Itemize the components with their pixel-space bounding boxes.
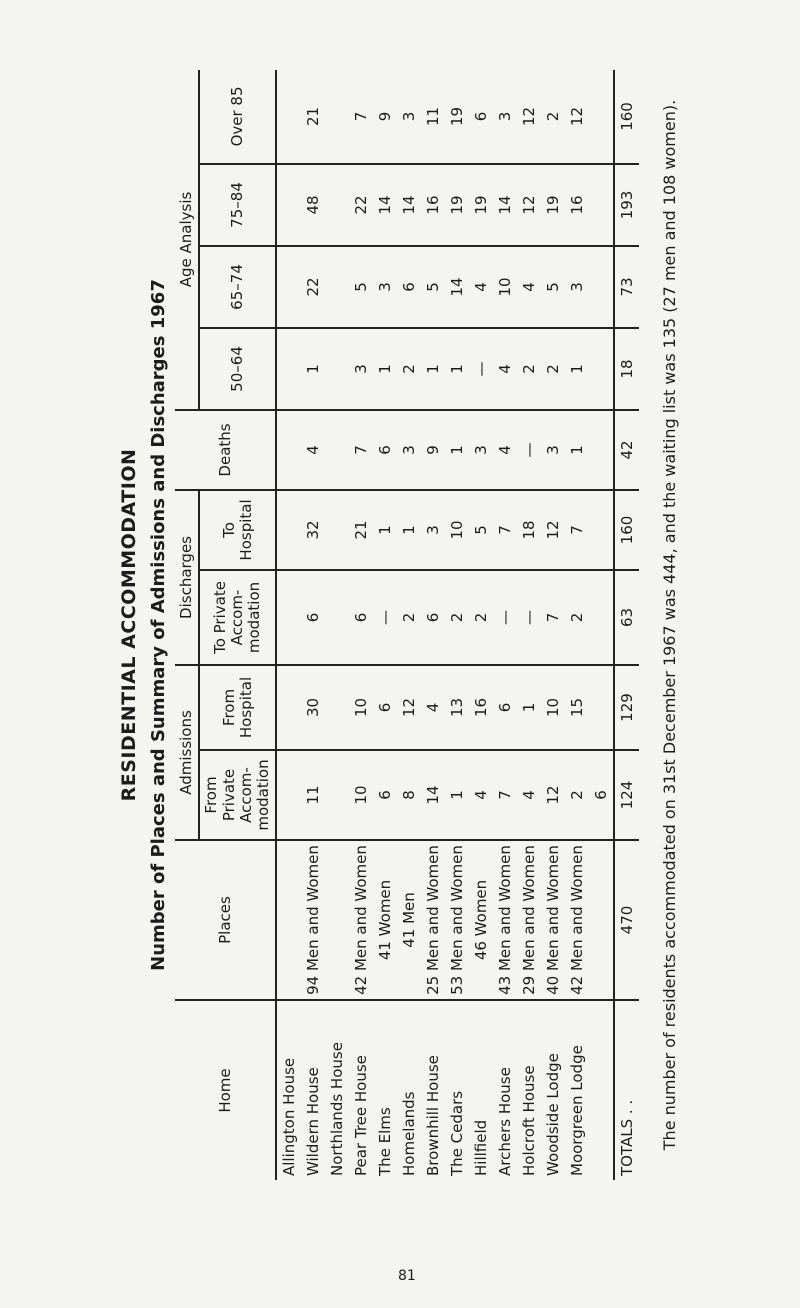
- cell-dis-private: —: [493, 570, 517, 665]
- cell-age-65: 14: [445, 246, 469, 328]
- cell-age-50: [589, 328, 614, 410]
- cell-home: Hillfield: [469, 1000, 493, 1180]
- cell-age-50: 1: [373, 328, 397, 410]
- header-adm-hospital: From Hospital: [199, 665, 276, 750]
- cell-age-85: 3: [400, 111, 419, 122]
- cell-deaths: [589, 410, 614, 490]
- cell-age-65: 5: [541, 246, 565, 328]
- table-body: [276, 70, 614, 1180]
- page-subtitle: Number of Places and Summary of Admissions and Discharges 1967: [148, 279, 169, 971]
- cell-adm-hospital: 16: [469, 665, 493, 750]
- totals-row: [614, 70, 639, 1180]
- table-row: [469, 70, 493, 1180]
- cell-adm-hospital: [276, 665, 301, 750]
- cell-dis-hospital: 18: [517, 490, 541, 570]
- cell-age-85: [589, 70, 614, 164]
- cell-age-65: 4: [517, 246, 541, 328]
- cell-age-85: 6: [472, 111, 491, 122]
- cell-age-85: 3: [496, 111, 515, 122]
- cell-age-75: 14: [493, 164, 517, 246]
- cell-adm-private: 6: [373, 750, 397, 840]
- cell-age-75: [325, 164, 349, 246]
- cell-age-50: 3: [349, 328, 373, 410]
- page-title: RESIDENTIAL ACCOMMODATION: [118, 448, 140, 802]
- cell-dis-hospital: [325, 490, 349, 570]
- cell-dis-hospital: 7: [493, 490, 517, 570]
- cell-age-65: [276, 246, 301, 328]
- cell-age-75: 12: [517, 164, 541, 246]
- header-dis-private: To Private Accom- modation: [199, 570, 276, 665]
- totals-label: TOTALS . .: [614, 1000, 639, 1180]
- cell-age-50: [325, 328, 349, 410]
- cell-places: 43 Men and Women: [493, 840, 517, 1000]
- cell-deaths: 9: [421, 410, 445, 490]
- table-row: [276, 70, 301, 1180]
- cell-adm-hospital: 10: [541, 665, 565, 750]
- cell-age-65: 22: [301, 246, 325, 328]
- cell-adm-private: 11: [301, 750, 325, 840]
- cell-age-75: 16: [421, 164, 445, 246]
- cell-dis-private: 2: [469, 570, 493, 665]
- header-deaths: Deaths: [175, 410, 276, 490]
- cell-adm-private: 6: [589, 750, 614, 840]
- cell-dis-hospital: 1: [397, 490, 421, 570]
- cell-home: Allington House: [276, 1000, 301, 1180]
- table-row: [517, 70, 541, 1180]
- header-home: Home: [175, 1000, 276, 1180]
- cell-age-65: 5: [349, 246, 373, 328]
- cell-home: Moorgreen Lodge: [565, 1000, 589, 1180]
- cell-age-65: 6: [397, 246, 421, 328]
- cell-age-75: 14: [373, 164, 397, 246]
- cell-age-50: [276, 328, 301, 410]
- cell-age-85: 12: [568, 106, 587, 126]
- cell-dis-private: 2: [445, 570, 469, 665]
- cell-dis-private: 2: [565, 570, 589, 665]
- cell-dis-hospital: 7: [565, 490, 589, 570]
- cell-age-75: 22: [349, 164, 373, 246]
- header-adm-private: From Private Accom- modation: [199, 750, 276, 840]
- cell-dis-private: 7: [541, 570, 565, 665]
- cell-age-50: 2: [397, 328, 421, 410]
- cell-age-65: 3: [565, 246, 589, 328]
- cell-places: 40 Men and Women: [541, 840, 565, 1000]
- cell-dis-private: 2: [397, 570, 421, 665]
- cell-adm-private: 7: [493, 750, 517, 840]
- totals-age-65: 73: [614, 246, 639, 328]
- cell-adm-private: 12: [541, 750, 565, 840]
- table-row: [349, 70, 373, 1180]
- cell-places: 42 Men and Women: [565, 840, 589, 1000]
- cell-deaths: —: [517, 410, 541, 490]
- cell-age-50: —: [469, 328, 493, 410]
- cell-age-65: [325, 246, 349, 328]
- cell-dis-private: [276, 570, 301, 665]
- header-age-85: Over 85: [199, 70, 276, 164]
- header-age-50: 50–64: [199, 328, 276, 410]
- cell-deaths: [276, 410, 301, 490]
- cell-deaths: 1: [445, 410, 469, 490]
- footnote: The number of residents accommodated on 31st December 1967 was 444, and the waiting list was 135 (27 men and 108 women).: [660, 99, 679, 1151]
- cell-places: 29 Men and Women: [517, 840, 541, 1000]
- cell-adm-hospital: 4: [421, 665, 445, 750]
- totals-dis-private: 63: [614, 570, 639, 665]
- table-row: [301, 70, 325, 1180]
- cell-places: 53 Men and Women: [445, 840, 469, 1000]
- cell-age-75: 19: [445, 164, 469, 246]
- cell-dis-hospital: 12: [541, 490, 565, 570]
- cell-places: [276, 840, 301, 1000]
- cell-adm-hospital: 1: [517, 665, 541, 750]
- header-admissions: Admissions: [175, 665, 199, 840]
- cell-deaths: 1: [565, 410, 589, 490]
- cell-dis-hospital: 21: [349, 490, 373, 570]
- cell-deaths: 3: [541, 410, 565, 490]
- header-discharges: Discharges: [175, 490, 199, 665]
- totals-deaths: 42: [614, 410, 639, 490]
- cell-places: 41 Men: [397, 840, 421, 1000]
- cell-adm-hospital: 12: [397, 665, 421, 750]
- cell-deaths: [325, 410, 349, 490]
- totals-places: 470: [614, 840, 639, 1000]
- rotated-page: [0, 50, 800, 1200]
- cell-home: Woodside Lodge: [541, 1000, 565, 1180]
- cell-age-85: 19: [448, 106, 467, 126]
- table-row: [493, 70, 517, 1180]
- cell-adm-private: 4: [517, 750, 541, 840]
- cell-adm-hospital: 15: [565, 665, 589, 750]
- cell-age-50: 1: [421, 328, 445, 410]
- cell-deaths: 6: [373, 410, 397, 490]
- cell-adm-private: 10: [349, 750, 373, 840]
- cell-places: [589, 840, 614, 1000]
- cell-adm-hospital: [589, 665, 614, 750]
- cell-adm-private: 14: [421, 750, 445, 840]
- table-row: [325, 70, 349, 1180]
- cell-places: 94 Men and Women: [301, 840, 325, 1000]
- cell-age-85: 21: [304, 106, 323, 126]
- header-age-analysis: Age Analysis: [175, 70, 199, 410]
- cell-age-85: 12: [520, 106, 539, 126]
- table-row: [373, 70, 397, 1180]
- cell-dis-private: —: [517, 570, 541, 665]
- cell-adm-private: 1: [445, 750, 469, 840]
- cell-age-75: 48: [301, 164, 325, 246]
- header-age-65: 65–74: [199, 246, 276, 328]
- cell-deaths: 4: [493, 410, 517, 490]
- cell-adm-hospital: [325, 665, 349, 750]
- totals-age-75: 193: [614, 164, 639, 246]
- cell-deaths: 4: [301, 410, 325, 490]
- cell-dis-private: 6: [349, 570, 373, 665]
- totals-adm-private: 124: [614, 750, 639, 840]
- cell-dis-hospital: 1: [373, 490, 397, 570]
- cell-dis-hospital: 5: [469, 490, 493, 570]
- cell-adm-hospital: 6: [493, 665, 517, 750]
- cell-dis-hospital: [589, 490, 614, 570]
- cell-age-75: 14: [397, 164, 421, 246]
- cell-adm-private: [276, 750, 301, 840]
- cell-adm-private: 4: [469, 750, 493, 840]
- cell-age-75: 19: [541, 164, 565, 246]
- cell-age-85: 2: [544, 111, 563, 122]
- cell-deaths: 3: [469, 410, 493, 490]
- cell-age-85: 11: [424, 106, 443, 126]
- cell-dis-hospital: 3: [421, 490, 445, 570]
- cell-adm-hospital: 13: [445, 665, 469, 750]
- cell-age-75: 19: [469, 164, 493, 246]
- cell-adm-hospital: 6: [373, 665, 397, 750]
- cell-home: The Elms: [373, 1000, 397, 1180]
- cell-adm-private: 2: [565, 750, 589, 840]
- cell-places: [325, 840, 349, 1000]
- cell-dis-hospital: [276, 490, 301, 570]
- cell-age-65: 4: [469, 246, 493, 328]
- cell-home: Homelands: [397, 1000, 421, 1180]
- cell-dis-private: [325, 570, 349, 665]
- cell-age-85: [325, 70, 349, 164]
- table-row: [445, 70, 469, 1180]
- cell-age-50: 2: [517, 328, 541, 410]
- cell-adm-private: 8: [397, 750, 421, 840]
- cell-age-75: 16: [565, 164, 589, 246]
- cell-age-75: [589, 164, 614, 246]
- cell-age-50: 1: [445, 328, 469, 410]
- cell-home: The Cedars: [445, 1000, 469, 1180]
- cell-places: 25 Men and Women: [421, 840, 445, 1000]
- table-row: [541, 70, 565, 1180]
- cell-places: 46 Women: [469, 840, 493, 1000]
- cell-age-65: 5: [421, 246, 445, 328]
- table-row: [565, 70, 589, 1180]
- cell-home: Archers House: [493, 1000, 517, 1180]
- cell-home: Pear Tree House: [349, 1000, 373, 1180]
- cell-age-85: [276, 70, 301, 164]
- cell-home: Holcroft House: [517, 1000, 541, 1180]
- cell-age-85: 9: [376, 111, 395, 122]
- table-row: [397, 70, 421, 1180]
- totals-adm-hospital: 129: [614, 665, 639, 750]
- cell-age-65: 10: [493, 246, 517, 328]
- cell-dis-hospital: 32: [301, 490, 325, 570]
- cell-home: Wildern House: [301, 1000, 325, 1180]
- cell-places: 42 Men and Women: [349, 840, 373, 1000]
- totals-dis-hospital: 160: [614, 490, 639, 570]
- cell-age-50: 2: [541, 328, 565, 410]
- cell-age-65: [589, 246, 614, 328]
- table-row: [421, 70, 445, 1180]
- cell-age-50: 1: [301, 328, 325, 410]
- cell-deaths: 7: [349, 410, 373, 490]
- cell-age-75: [276, 164, 301, 246]
- cell-age-65: 3: [373, 246, 397, 328]
- cell-dis-private: [589, 570, 614, 665]
- cell-adm-hospital: 10: [349, 665, 373, 750]
- cell-home: Northlands House: [325, 1000, 349, 1180]
- cell-dis-private: —: [373, 570, 397, 665]
- summary-table: [175, 70, 639, 1180]
- table-row: [589, 70, 614, 1180]
- cell-age-85: 7: [352, 111, 371, 122]
- cell-deaths: 3: [397, 410, 421, 490]
- cell-dis-private: 6: [301, 570, 325, 665]
- cell-age-50: 1: [565, 328, 589, 410]
- header-places: Places: [175, 840, 276, 1000]
- totals-age-85: 160: [618, 102, 637, 131]
- cell-home: [589, 1000, 614, 1180]
- header-age-75: 75–84: [199, 164, 276, 246]
- cell-places: 41 Women: [373, 840, 397, 1000]
- totals-age-50: 18: [614, 328, 639, 410]
- cell-home: Brownhill House: [421, 1000, 445, 1180]
- cell-adm-hospital: 30: [301, 665, 325, 750]
- page-number: 81: [398, 1268, 416, 1284]
- cell-age-50: 4: [493, 328, 517, 410]
- cell-adm-private: [325, 750, 349, 840]
- cell-dis-private: 6: [421, 570, 445, 665]
- cell-dis-hospital: 10: [445, 490, 469, 570]
- header-dis-hospital: To Hospital: [199, 490, 276, 570]
